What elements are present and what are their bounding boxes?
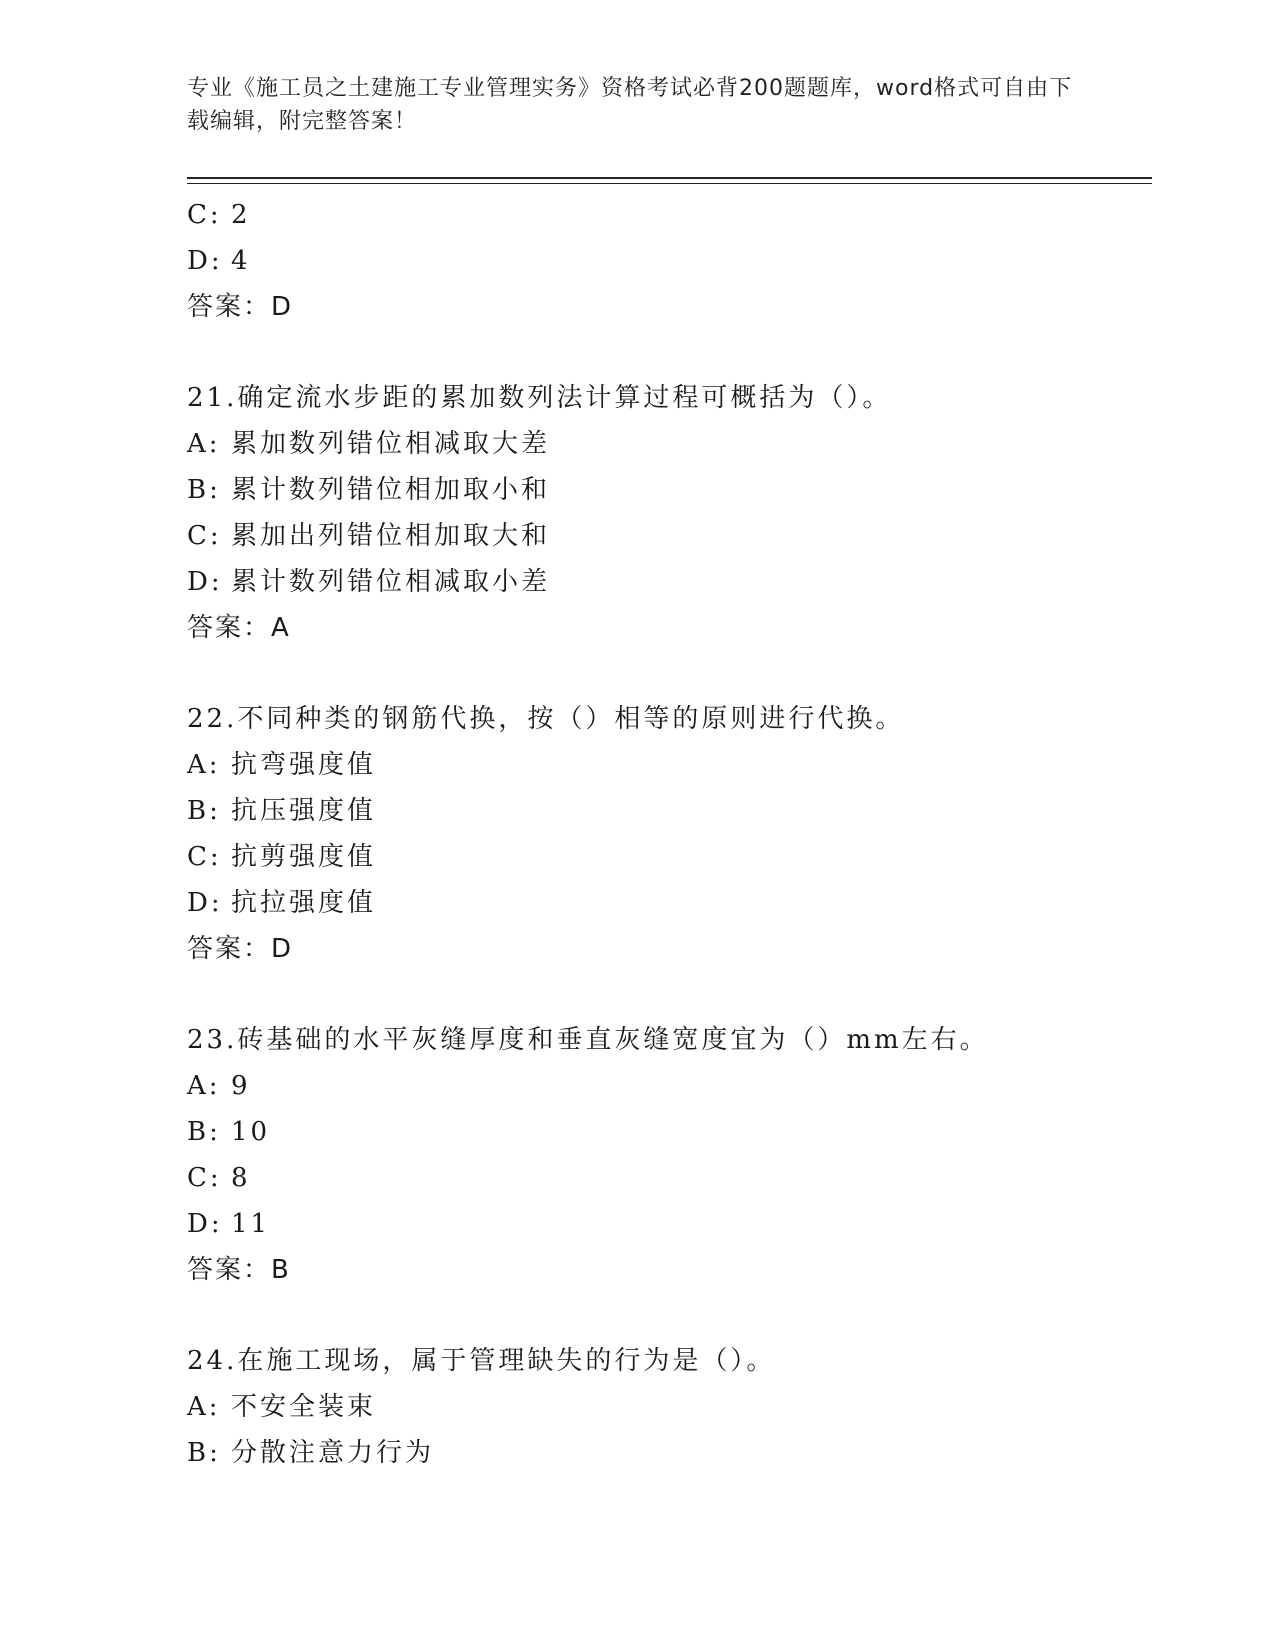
option-a <box>187 1063 1152 1109</box>
option-letter: C: <box>187 1163 222 1193</box>
question-21 <box>187 375 1152 651</box>
question-text: 不同种类的钢筋代换，按（）相等的原则进行代换。 <box>237 704 905 734</box>
option-text: 抗弯强度值 <box>231 750 377 780</box>
option-letter: D: <box>187 567 223 597</box>
question-stem <box>187 375 1152 421</box>
question-text: 确定流水步距的累加数列法计算过程可概括为（）。 <box>237 383 892 413</box>
answer-line: 答案：D <box>187 934 294 964</box>
option-letter: B: <box>187 1117 221 1147</box>
option-c <box>187 513 1152 559</box>
header-title: 专业《施工员之土建施工专业管理实务》资格考试必背200题题库，word格式可自由下载编辑，附完整答案！ <box>187 76 1073 134</box>
document-header <box>187 72 1087 138</box>
option-letter: B: <box>187 475 221 505</box>
option-text: 抗拉强度值 <box>231 888 377 918</box>
option-text: 累计数列错位相减取小差 <box>231 567 551 597</box>
question-24 <box>187 1338 1152 1476</box>
option-a <box>187 742 1152 788</box>
option-c <box>187 192 1152 238</box>
header-rule-thin <box>187 183 1152 184</box>
option-text: 抗压强度值 <box>231 796 377 826</box>
option-d <box>187 1201 1152 1247</box>
option-letter: B: <box>187 796 221 826</box>
option-text: 累加数列错位相减取大差 <box>231 429 551 459</box>
option-letter: C: <box>187 842 222 872</box>
spacer <box>187 1293 1152 1338</box>
option-text: 分散注意力行为 <box>231 1438 435 1468</box>
answer-line: 答案：D <box>187 292 294 322</box>
option-text: 9 <box>231 1071 251 1101</box>
option-a <box>187 1384 1152 1430</box>
option-text: 2 <box>231 200 251 230</box>
option-letter: C: <box>187 521 222 551</box>
option-text: 不安全装束 <box>231 1392 377 1422</box>
option-letter: D: <box>187 1209 223 1239</box>
option-text: 抗剪强度值 <box>231 842 377 872</box>
question-text: 砖基础的水平灰缝厚度和垂直灰缝宽度宜为（）mm左右。 <box>237 1025 989 1055</box>
option-letter: A: <box>187 429 221 459</box>
option-c <box>187 1155 1152 1201</box>
option-b <box>187 467 1152 513</box>
option-text: 10 <box>231 1117 271 1147</box>
option-letter: A: <box>187 750 221 780</box>
prev-question-block <box>187 192 1152 330</box>
answer-line: 答案：A <box>187 613 291 643</box>
option-b <box>187 1109 1152 1155</box>
question-stem <box>187 1017 1152 1063</box>
option-c <box>187 834 1152 880</box>
option-text: 4 <box>231 246 251 276</box>
option-text: 8 <box>231 1163 251 1193</box>
question-stem <box>187 1338 1152 1384</box>
option-a <box>187 421 1152 467</box>
option-letter: C: <box>187 200 222 230</box>
option-b <box>187 1430 1152 1476</box>
question-list <box>187 192 1152 1476</box>
option-letter: A: <box>187 1071 221 1101</box>
question-number: 23. <box>187 1025 238 1055</box>
question-22 <box>187 696 1152 972</box>
option-text: 累计数列错位相加取小和 <box>231 475 551 505</box>
spacer <box>187 651 1152 696</box>
question-stem <box>187 696 1152 742</box>
question-23 <box>187 1017 1152 1293</box>
answer-line: 答案：B <box>187 1255 291 1285</box>
option-letter: D: <box>187 246 223 276</box>
header-rule-thick <box>187 177 1152 179</box>
option-letter: D: <box>187 888 223 918</box>
option-text: 累加出列错位相加取大和 <box>231 521 551 551</box>
option-letter: A: <box>187 1392 221 1422</box>
spacer <box>187 330 1152 375</box>
question-text: 在施工现场，属于管理缺失的行为是（）。 <box>237 1346 776 1376</box>
option-d <box>187 238 1152 284</box>
option-text: 11 <box>231 1209 271 1239</box>
spacer <box>187 972 1152 1017</box>
option-d <box>187 880 1152 926</box>
option-b <box>187 788 1152 834</box>
question-number: 24. <box>187 1346 238 1376</box>
question-number: 21. <box>187 383 238 413</box>
option-d <box>187 559 1152 605</box>
question-number: 22. <box>187 704 238 734</box>
option-letter: B: <box>187 1438 221 1468</box>
